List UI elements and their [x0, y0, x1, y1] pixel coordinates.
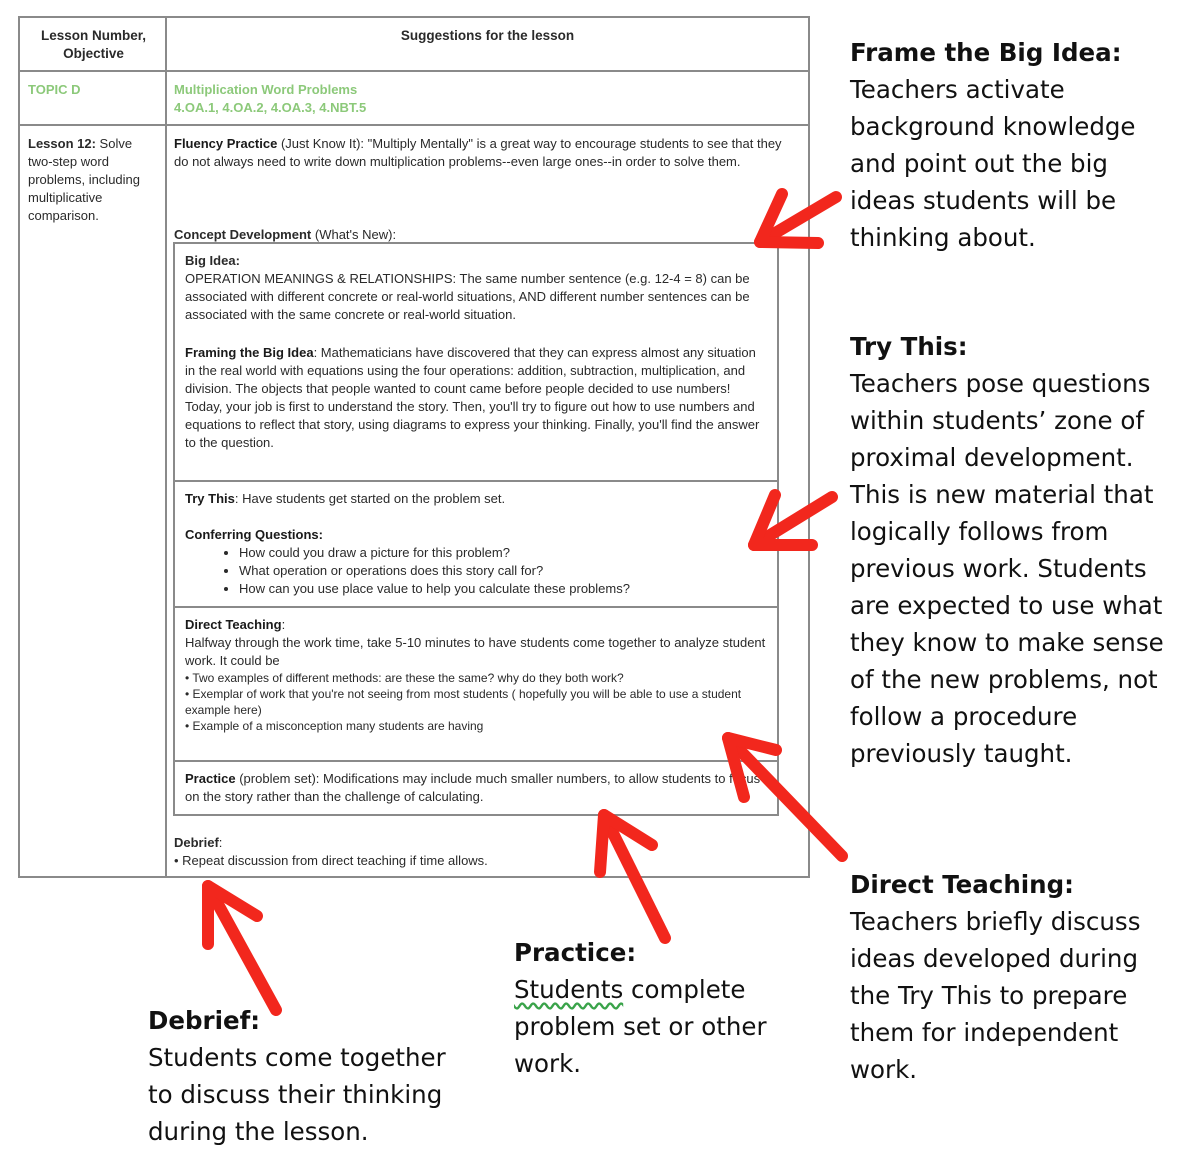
- direct-teaching-text: : Halfway through the work time, take 5-10 minutes to have students come together to analyze student work. It could be: [185, 617, 766, 668]
- framing-text: : Mathematicians have discovered that they can express almost any situation in the real world with equations using the four operations: addition, subtraction, multiplication, and division. The objects that people wanted to count came before people decided to use numbers! Today, your job is first to understand the story. Then, you'll try to figure out how to use numbers and equations to reflect that story, using diagrams to express your thinking. Finally, you'll find the answer to the question.: [185, 345, 760, 450]
- annotation-direct-body: Teachers briefly discuss ideas developed during the Try This to prepare them for independent work.: [850, 907, 1141, 1084]
- arrow-direct-teaching: [728, 738, 842, 856]
- annotation-try-this-title: Try This:: [850, 332, 968, 361]
- lesson-objective: Solve two-step word problems, including multiplicative comparison.: [28, 136, 141, 223]
- direct-teaching-bullet: • Example of a misconception many students are having: [185, 719, 484, 733]
- conferring-question: • How can you use place value to help you calculate these problems?: [239, 580, 769, 598]
- concept-label: Concept Development: [174, 227, 312, 242]
- topic-label: TOPIC D: [28, 82, 81, 97]
- framing-label: Framing the Big Idea: [185, 345, 314, 360]
- annotation-debrief: [148, 1002, 446, 1150]
- topic-standards: 4.OA.1, 4.OA.2, 4.OA.3, 4.NBT.5: [174, 100, 367, 115]
- direct-teaching-label: Direct Teaching: [185, 617, 282, 632]
- debrief-bullet: • Repeat discussion from direct teaching if time allows.: [174, 853, 488, 868]
- big-idea-text: OPERATION MEANINGS & RELATIONSHIPS: The same number sentence (e.g. 12-4 = 8) can be associated with different concrete or real-world situations, AND different number sentences can be associated with the same concrete or real-world situation.: [185, 271, 750, 322]
- annotation-try-this: [850, 328, 1164, 772]
- conferring-label: Conferring Questions:: [185, 527, 323, 542]
- concept-qualifier: (What's New):: [314, 227, 397, 242]
- spellcheck-underlined-word: Students: [514, 975, 624, 1004]
- conferring-question: • How could you draw a picture for this problem?: [239, 544, 769, 562]
- big-idea-label: Big Idea:: [185, 253, 240, 268]
- annotation-direct-teaching: [850, 866, 1140, 1088]
- header-lesson-objective: Lesson Number, Objective: [40, 28, 147, 61]
- annotation-frame-big-idea: [850, 34, 1136, 256]
- annotation-debrief-body: Students come together to discuss their thinking during the lesson.: [148, 1043, 446, 1146]
- annotation-practice-title: Practice:: [514, 938, 637, 967]
- debrief-colon: :: [218, 835, 223, 850]
- try-this-label: Try This: [185, 491, 235, 506]
- practice-qualifier: (problem set): [239, 771, 316, 786]
- annotation-frame-body: Teachers activate background knowledge and point out the big ideas students will be thinking about.: [850, 75, 1136, 252]
- debrief-label: Debrief: [174, 835, 219, 850]
- fluency-label: Fluency Practice: [174, 136, 278, 151]
- arrow-practice: [600, 815, 665, 938]
- annotation-frame-title: Frame the Big Idea:: [850, 38, 1122, 67]
- annotation-practice-body-rest: complete problem set or other work.: [514, 975, 767, 1078]
- direct-teaching-bullet: • Two examples of different methods: are these the same? why do they both work?: [185, 671, 624, 685]
- direct-teaching-bullet: • Exemplar of work that you're not seeing from most students ( hopefully you will be able to use a student example here): [185, 687, 742, 717]
- practice-label: Practice: [185, 771, 236, 786]
- arrow-frame-big-idea: [760, 194, 836, 243]
- topic-title: Multiplication Word Problems: [174, 82, 358, 97]
- annotation-practice: [514, 934, 767, 1082]
- annotation-try-this-body: Teachers pose questions within students’ zone of proximal development. This is new material that logically follows from previous work. Students are expected to use what they know to make sense of the new problems, not follow a procedure previously taught.: [850, 369, 1164, 768]
- fluency-text: "Multiply Mentally" is a great way to encourage students to see that they do not always need to write down multiplication problems--even large ones--in order to solve them.: [174, 136, 782, 169]
- annotation-debrief-title: Debrief:: [148, 1006, 261, 1035]
- annotation-practice-body: [514, 971, 767, 1082]
- arrow-try-this: [754, 495, 832, 545]
- practice-text: : Modifications may include much smaller numbers, to allow students to focus on the story rather than the challenge of calculating.: [185, 771, 761, 804]
- arrow-debrief: [208, 886, 276, 1010]
- try-this-text: : Have students get started on the problem set.: [234, 491, 506, 506]
- header-suggestions: Suggestions for the lesson: [400, 28, 575, 43]
- fluency-qualifier: (Just Know It):: [280, 136, 365, 151]
- annotation-direct-title: Direct Teaching:: [850, 870, 1074, 899]
- conferring-question: • What operation or operations does this story call for?: [239, 562, 769, 580]
- lesson-number: Lesson 12:: [28, 136, 96, 151]
